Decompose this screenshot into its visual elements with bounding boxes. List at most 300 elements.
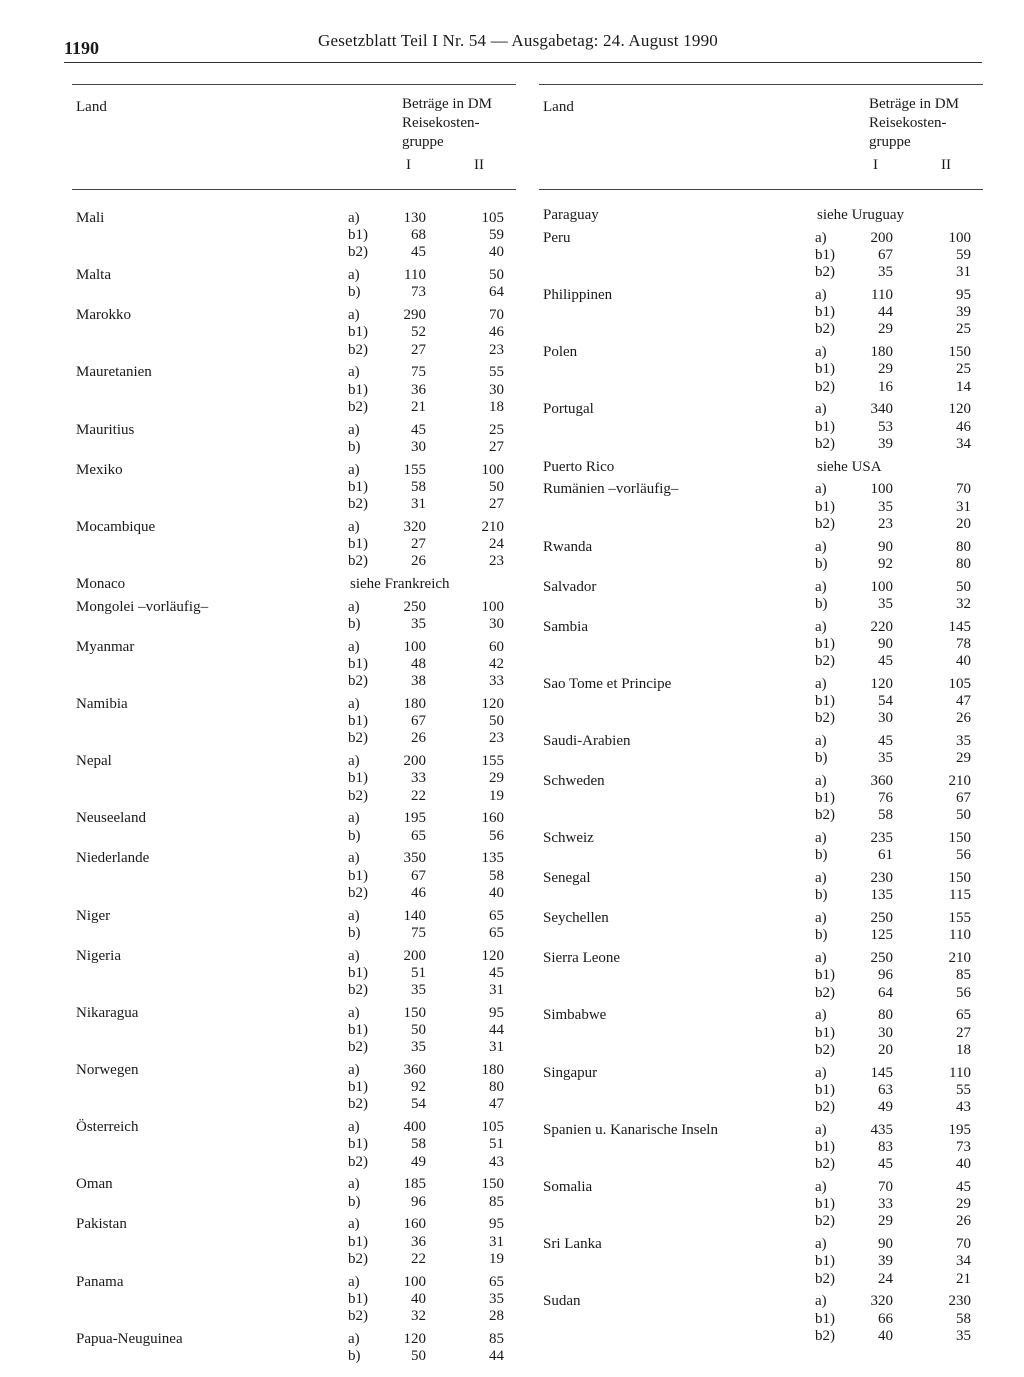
rate-category: b1) (815, 1196, 835, 1213)
rate-group-2: 43 (956, 1098, 971, 1115)
country-entry (539, 619, 983, 671)
country-entry (72, 422, 516, 456)
rate-category: b2) (815, 1270, 835, 1287)
rate-values (348, 1005, 504, 1057)
rate-group-2: 29 (956, 750, 971, 767)
rate-category: b1) (348, 1290, 368, 1307)
rate-row (348, 1251, 504, 1268)
rate-group-1: 39 (878, 435, 893, 452)
country-name: Senegal (543, 870, 591, 887)
rate-group-1: 53 (878, 418, 893, 435)
rate-group-1: 36 (411, 1233, 426, 1250)
rate-category: b2) (348, 244, 368, 261)
country-entry (72, 1005, 516, 1057)
rate-category: a) (815, 773, 827, 789)
rate-row (815, 1179, 971, 1196)
rate-group-1: 38 (411, 673, 426, 690)
rate-row (348, 462, 504, 479)
rate-row (348, 1216, 504, 1233)
rate-group-2: 50 (489, 478, 504, 495)
rate-group-2: 100 (481, 461, 504, 478)
rate-group-2: 210 (948, 773, 971, 789)
rate-group-2: 39 (956, 304, 971, 321)
rate-group-1: 90 (878, 1236, 893, 1253)
rate-category: b) (815, 750, 828, 767)
rate-row (815, 321, 971, 338)
left-column (72, 84, 516, 1364)
country-entry (539, 1179, 983, 1231)
rate-row (348, 713, 504, 730)
rate-row (815, 1099, 971, 1116)
country-name: Mexiko (76, 461, 123, 478)
rate-group-2: 120 (948, 401, 971, 418)
rate-group-1: 130 (403, 210, 426, 226)
rate-group-1: 22 (411, 787, 426, 804)
rate-category: b1) (348, 227, 368, 244)
rate-row (815, 830, 971, 847)
rate-group-2: 78 (956, 635, 971, 652)
rate-category: b1) (348, 1136, 368, 1153)
rate-group-2: 95 (489, 1004, 504, 1021)
rate-group-1: 120 (403, 1330, 426, 1347)
rate-group-1: 195 (403, 810, 426, 827)
rate-group-1: 185 (403, 1176, 426, 1193)
rate-category: a) (815, 1064, 827, 1081)
rate-category: b2) (348, 495, 368, 512)
rate-group-1: 45 (878, 1156, 893, 1173)
rate-category: b) (348, 924, 361, 941)
rate-row (815, 499, 971, 516)
rate-category: b2) (348, 1153, 368, 1170)
rate-group-2: 40 (489, 884, 504, 901)
land-heading: Land (543, 99, 574, 115)
rate-group-2: 65 (489, 924, 504, 941)
country-entry (72, 1216, 516, 1268)
rate-group-2: 105 (481, 210, 504, 226)
rate-group-1: 45 (878, 652, 893, 669)
rate-row (348, 422, 504, 439)
rate-group-2: 50 (956, 578, 971, 595)
rate-group-1: 45 (411, 421, 426, 438)
rate-category: b1) (815, 1024, 835, 1041)
rate-group-2: 23 (489, 341, 504, 358)
rate-row (348, 753, 504, 770)
rate-row (815, 927, 971, 944)
country-entry (72, 519, 516, 571)
rate-group-2: 19 (489, 1250, 504, 1267)
rate-category: b1) (815, 790, 835, 807)
rate-category: b) (815, 555, 828, 572)
rate-row (815, 596, 971, 613)
rate-group-2: 80 (956, 555, 971, 572)
rate-category: a) (815, 344, 827, 361)
country-entry (72, 576, 516, 593)
rate-row (348, 1022, 504, 1039)
rate-group-2: 80 (489, 1079, 504, 1096)
rate-group-1: 150 (403, 1004, 426, 1021)
rate-row (815, 247, 971, 264)
rate-group-1: 75 (411, 364, 426, 381)
country-name: Paraguay (543, 207, 599, 223)
rate-group-1: 320 (403, 518, 426, 535)
rate-category: b1) (815, 1081, 835, 1098)
rate-row (348, 1274, 504, 1291)
rate-group-2: 27 (489, 495, 504, 512)
rate-group-2: 195 (948, 1121, 971, 1138)
rate-group-1: 64 (878, 984, 893, 1001)
group-2-heading: II (941, 157, 951, 173)
rate-row (348, 1096, 504, 1113)
rate-category: a) (348, 421, 360, 438)
rate-group-1: 135 (870, 887, 893, 904)
rate-category: b2) (348, 787, 368, 804)
rate-group-2: 40 (956, 1156, 971, 1173)
rate-group-2: 18 (956, 1041, 971, 1058)
rate-row (815, 1311, 971, 1328)
rate-row (815, 790, 971, 807)
country-name: Spanien u. Kanarische Inseln (543, 1121, 718, 1138)
rate-group-2: 18 (489, 398, 504, 415)
rate-row (348, 382, 504, 399)
rate-category: b1) (348, 867, 368, 884)
rate-row (348, 885, 504, 902)
rate-values (348, 267, 504, 301)
page-number: 1190 (64, 38, 100, 58)
rate-category: a) (348, 638, 360, 655)
rate-group-1: 63 (878, 1081, 893, 1098)
rate-row (348, 496, 504, 513)
rate-row (815, 379, 971, 396)
rate-group-2: 20 (956, 515, 971, 532)
rate-group-1: 30 (411, 438, 426, 455)
page-header (0, 0, 1024, 70)
rate-group-2: 24 (489, 535, 504, 552)
land-heading: Land (76, 99, 107, 115)
rate-row (348, 948, 504, 965)
rate-group-2: 105 (481, 1119, 504, 1136)
country-entry (539, 207, 983, 224)
rate-row (348, 479, 504, 496)
rate-category: a) (348, 598, 360, 615)
amounts-heading-line: gruppe (869, 134, 911, 150)
rate-category: b) (348, 1347, 361, 1364)
rate-category: b2) (815, 1156, 835, 1173)
rate-group-1: 290 (403, 307, 426, 324)
rate-group-2: 30 (489, 381, 504, 398)
rate-category: b1) (348, 1233, 368, 1250)
rate-row (815, 1253, 971, 1270)
rate-category: b1) (348, 770, 368, 787)
rate-group-2: 42 (489, 655, 504, 672)
rate-values (348, 210, 504, 262)
rate-group-1: 45 (411, 244, 426, 261)
rate-category: a) (348, 1119, 360, 1136)
rate-category: a) (348, 210, 360, 226)
country-name: Seychellen (543, 910, 609, 927)
rate-group-1: 250 (870, 950, 893, 967)
rate-category: b2) (815, 321, 835, 338)
rate-category: b) (815, 887, 828, 904)
rate-group-1: 35 (411, 1039, 426, 1056)
rate-row (348, 1291, 504, 1308)
rate-row (815, 230, 971, 247)
rate-category: b2) (348, 1307, 368, 1324)
rate-values (348, 948, 504, 1000)
rate-group-1: 27 (411, 535, 426, 552)
rate-group-2: 32 (956, 595, 971, 612)
rate-row (348, 908, 504, 925)
rate-row (815, 847, 971, 864)
rate-group-1: 46 (411, 884, 426, 901)
rate-group-1: 360 (403, 1062, 426, 1078)
rate-category: b2) (815, 378, 835, 395)
rate-group-1: 21 (411, 398, 426, 415)
country-name: Sudan (543, 1293, 581, 1310)
rate-group-1: 160 (403, 1216, 426, 1233)
rate-row (815, 304, 971, 321)
rate-group-2: 115 (949, 887, 971, 904)
country-name: Namibia (76, 696, 128, 712)
rate-values (348, 850, 504, 902)
country-name: Sierra Leone (543, 950, 621, 967)
rate-group-2: 120 (481, 947, 504, 964)
rate-category: a) (815, 950, 827, 967)
rate-values (348, 908, 504, 942)
rate-category: b1) (815, 418, 835, 435)
country-entry (539, 1293, 983, 1345)
rate-group-2: 210 (948, 950, 971, 967)
amounts-heading-line: Beträge in DM (869, 96, 959, 112)
rate-group-2: 150 (948, 344, 971, 361)
rate-values (815, 1122, 971, 1174)
rate-category: a) (348, 1004, 360, 1021)
rate-category: b1) (348, 381, 368, 398)
group-1-heading: I (406, 157, 411, 173)
rate-category: b1) (348, 1021, 368, 1038)
rate-group-1: 16 (878, 378, 893, 395)
country-entry (539, 401, 983, 453)
country-name: Nepal (76, 753, 112, 770)
rate-row (348, 536, 504, 553)
rate-row (815, 1139, 971, 1156)
country-name: Sri Lanka (543, 1236, 602, 1253)
rate-category: a) (348, 1330, 360, 1347)
rate-category: a) (348, 753, 360, 770)
rate-row (348, 439, 504, 456)
rate-group-2: 105 (948, 675, 971, 692)
rate-row (348, 616, 504, 633)
rate-row (348, 639, 504, 656)
rate-group-1: 90 (878, 635, 893, 652)
rate-category: a) (348, 1062, 360, 1078)
rate-group-2: 145 (948, 618, 971, 635)
rate-row (348, 1119, 504, 1136)
rate-group-1: 33 (878, 1196, 893, 1213)
country-name: Marokko (76, 307, 131, 324)
country-entry (539, 344, 983, 396)
rate-group-1: 83 (878, 1138, 893, 1155)
country-entry (72, 810, 516, 844)
country-entry (72, 462, 516, 514)
amounts-heading-line: gruppe (402, 134, 444, 150)
country-entry (72, 210, 516, 262)
rate-category: a) (348, 810, 360, 827)
rate-group-1: 155 (403, 461, 426, 478)
rate-group-1: 22 (411, 1250, 426, 1267)
country-name: Mali (76, 210, 105, 226)
country-entry (72, 850, 516, 902)
country-entry (72, 1331, 516, 1365)
rate-row (348, 656, 504, 673)
rate-row (348, 244, 504, 261)
amounts-heading-line: Reisekosten- (869, 115, 947, 131)
rate-group-2: 85 (489, 1193, 504, 1210)
country-entry (539, 459, 983, 476)
country-name: Rwanda (543, 538, 593, 555)
rate-group-1: 27 (411, 341, 426, 358)
rate-values (815, 676, 971, 728)
rate-row (815, 985, 971, 1002)
rate-group-2: 45 (489, 964, 504, 981)
rate-values (815, 870, 971, 904)
rate-group-1: 35 (878, 595, 893, 612)
rate-row (348, 324, 504, 341)
country-entry (539, 1122, 983, 1174)
rate-row (815, 287, 971, 304)
rate-category: b2) (348, 398, 368, 415)
rate-group-1: 140 (403, 907, 426, 924)
rate-group-2: 110 (949, 927, 971, 944)
rate-values (348, 1062, 504, 1114)
country-name: Mauritius (76, 421, 135, 438)
country-name: Myanmar (76, 638, 135, 655)
rate-group-2: 100 (948, 229, 971, 246)
rate-category: b2) (348, 1039, 368, 1056)
rate-row (815, 1025, 971, 1042)
rate-row (348, 1194, 504, 1211)
rate-values (348, 639, 504, 691)
rate-values (348, 753, 504, 805)
rate-group-1: 45 (878, 733, 893, 749)
header-rule (64, 62, 982, 63)
rate-category: b2) (815, 652, 835, 669)
rate-category: b1) (815, 361, 835, 378)
rate-values (815, 287, 971, 339)
country-entry (539, 287, 983, 339)
rate-group-1: 145 (870, 1064, 893, 1081)
country-name: Oman (76, 1176, 113, 1193)
rate-group-1: 30 (878, 710, 893, 727)
rate-group-2: 29 (489, 770, 504, 787)
country-entry (72, 307, 516, 359)
rate-row (348, 519, 504, 536)
country-entry (539, 830, 983, 864)
rate-category: b) (348, 1193, 361, 1210)
rate-values (348, 696, 504, 748)
rate-values (348, 599, 504, 633)
rate-category: b2) (815, 515, 835, 532)
rate-group-1: 29 (878, 1213, 893, 1230)
rate-group-2: 64 (489, 284, 504, 301)
rate-category: b1) (815, 1310, 835, 1327)
rate-group-1: 435 (870, 1121, 893, 1138)
rate-category: b2) (815, 1213, 835, 1230)
rate-category: b2) (815, 984, 835, 1001)
rate-row (815, 264, 971, 281)
rate-row (348, 1348, 504, 1365)
rate-category: b1) (815, 692, 835, 709)
rate-group-1: 35 (878, 498, 893, 515)
rate-category: b) (348, 438, 361, 455)
country-name: Monaco (76, 576, 126, 592)
country-entry (72, 267, 516, 301)
rate-group-1: 67 (411, 867, 426, 884)
rate-category: b2) (348, 673, 368, 690)
rate-group-2: 80 (956, 538, 971, 555)
rate-category: a) (815, 910, 827, 927)
rate-category: b1) (348, 713, 368, 730)
country-entry (539, 539, 983, 573)
rate-group-1: 200 (403, 947, 426, 964)
rate-category: a) (348, 696, 360, 712)
rate-group-1: 35 (878, 750, 893, 767)
rate-row (815, 773, 971, 790)
rate-group-2: 73 (956, 1138, 971, 1155)
rate-group-2: 35 (956, 1327, 971, 1344)
rate-row (815, 807, 971, 824)
rate-group-2: 95 (489, 1216, 504, 1233)
cross-reference: siehe USA (817, 458, 882, 475)
country-name: Polen (543, 344, 578, 361)
country-entry (539, 1007, 983, 1059)
rate-row (815, 676, 971, 693)
rate-group-1: 76 (878, 790, 893, 807)
rate-row (815, 1156, 971, 1173)
rate-category: b1) (348, 1079, 368, 1096)
rate-group-1: 92 (878, 555, 893, 572)
rate-category: a) (815, 229, 827, 246)
rate-row (815, 1082, 971, 1099)
country-entry (72, 908, 516, 942)
rate-row (815, 870, 971, 887)
rate-row (815, 1196, 971, 1213)
rate-group-1: 67 (411, 713, 426, 730)
country-name: Sambia (543, 618, 588, 635)
rate-category: b1) (815, 1253, 835, 1270)
rate-row (348, 696, 504, 713)
rate-group-2: 110 (949, 1064, 971, 1081)
rate-group-2: 135 (481, 850, 504, 867)
rate-group-1: 39 (878, 1253, 893, 1270)
rate-group-2: 120 (481, 696, 504, 712)
rate-group-1: 90 (878, 538, 893, 555)
rate-group-2: 46 (956, 418, 971, 435)
rate-category: b1) (815, 498, 835, 515)
rate-values (815, 1007, 971, 1059)
rate-group-1: 35 (411, 615, 426, 632)
country-name: Saudi-Arabien (543, 733, 631, 749)
rate-row (348, 342, 504, 359)
rate-values (348, 810, 504, 844)
country-name: Rumänien –vorläufig– (543, 481, 679, 498)
rate-category: a) (348, 1176, 360, 1193)
country-name: Portugal (543, 401, 594, 418)
rate-group-1: 20 (878, 1041, 893, 1058)
rate-group-2: 31 (489, 981, 504, 998)
rate-group-2: 150 (481, 1176, 504, 1193)
rate-category: b) (348, 284, 361, 301)
rate-category: a) (815, 481, 827, 498)
